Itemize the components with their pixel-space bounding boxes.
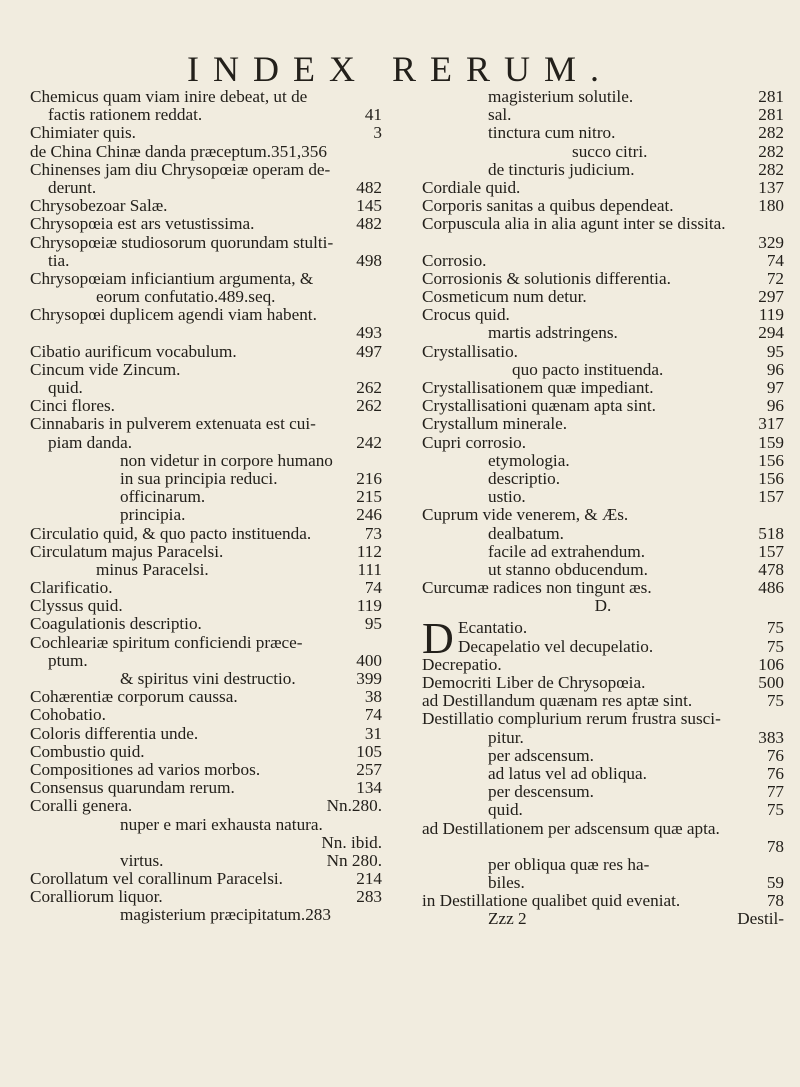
index-entry xyxy=(30,779,382,797)
index-entry-page: 3 xyxy=(373,123,382,143)
index-column-right xyxy=(422,88,784,929)
index-entry xyxy=(30,561,382,579)
index-entry-text: virtus. xyxy=(120,850,164,870)
index-entry-text: de tincturis judicium. xyxy=(488,159,635,179)
index-entry-page: 246 xyxy=(356,505,382,525)
index-entry-text: magisterium præcipitatum.283 xyxy=(120,905,331,925)
index-entry-text: Nn. ibid. xyxy=(321,832,382,852)
index-entry-text: officinarum. xyxy=(120,487,206,507)
index-entry-page: 41 xyxy=(364,105,382,125)
index-entry xyxy=(422,124,784,142)
index-entry-page: 214 xyxy=(356,869,382,889)
index-entry-text: pitur. xyxy=(488,727,524,747)
index-entry xyxy=(422,324,784,342)
index-entry-page: 75 xyxy=(766,691,784,711)
index-entry xyxy=(422,710,784,728)
index-entry-text: magisterium solutile. xyxy=(488,87,634,106)
index-entry xyxy=(30,434,382,452)
index-entry xyxy=(30,506,382,524)
index-entry xyxy=(30,379,382,397)
index-entry-text: etymologia. xyxy=(488,450,570,470)
index-entry-page: 486 xyxy=(758,578,784,598)
index-entry-text: factis rationem reddat. xyxy=(48,105,203,125)
index-entry-text: Cohærentiæ corporum caussa. xyxy=(30,687,238,707)
index-entry xyxy=(422,638,784,656)
index-entry-page: 97 xyxy=(766,378,784,397)
index-entry-page: 518 xyxy=(758,523,784,543)
index-entry-text: tia. xyxy=(48,250,70,270)
index-entry xyxy=(422,106,784,124)
index-entry-text: Crocus quid. xyxy=(422,305,510,325)
index-entry-text: Cordiale quid. xyxy=(422,177,521,197)
index-entry-page: 105 xyxy=(356,741,382,761)
index-entry xyxy=(422,674,784,692)
index-entry-text: per descensum. xyxy=(488,782,594,802)
index-entry-text: quid. xyxy=(488,800,523,820)
index-entry-page: 157 xyxy=(758,541,784,561)
index-entry-page: 95 xyxy=(766,341,784,361)
index-entry xyxy=(422,179,784,197)
index-entry xyxy=(30,288,382,306)
index-entry-text: in sua principia reduci. xyxy=(120,468,278,488)
index-entry-page: 297 xyxy=(758,287,784,307)
index-entry xyxy=(422,801,784,819)
index-entry xyxy=(30,124,382,142)
index-entry-page: 399 xyxy=(356,669,382,688)
index-entry-page: 78 xyxy=(766,891,784,911)
index-entry xyxy=(422,874,784,892)
index-entry-text: Chrysopœia est ars vetustissima. xyxy=(30,214,255,234)
index-entry-page: 498 xyxy=(356,250,382,270)
index-entry xyxy=(30,906,382,924)
index-entry-page: 119 xyxy=(758,305,784,325)
index-entry-page: Nn 280. xyxy=(326,850,382,870)
index-entry xyxy=(30,743,382,761)
index-entry-page: 500 xyxy=(758,673,784,692)
index-entry-text: per adscensum. xyxy=(488,745,594,765)
index-entry-page: 106 xyxy=(758,654,784,674)
index-entry-page: 262 xyxy=(356,396,382,416)
index-entry xyxy=(30,106,382,124)
index-entry-text: Zzz 2 xyxy=(488,909,527,929)
index-entry-page: 38 xyxy=(364,687,382,707)
index-entry-page: 157 xyxy=(758,487,784,507)
index-entry-text: Cochleariæ spiritum conficiendi præce- xyxy=(30,632,303,652)
index-entry-page: 262 xyxy=(356,378,382,397)
index-entry-text: ut stanno obducendum. xyxy=(488,559,648,579)
index-entry xyxy=(30,634,382,652)
index-entry xyxy=(30,597,382,615)
index-entry-text: Democriti Liber de Chrysopœia. xyxy=(422,673,646,692)
index-entry-text: ad latus vel ad obliqua. xyxy=(488,763,647,783)
index-entry-text: Corrosio. xyxy=(422,250,487,270)
index-entry-text: Decapelatio vel decupelatio. xyxy=(458,636,654,656)
index-column-left xyxy=(30,88,382,925)
index-entry xyxy=(30,797,382,815)
index-entry-text: Coralliorum liquor. xyxy=(30,887,163,907)
index-entry-page: 497 xyxy=(356,341,382,361)
index-entry-text: Coloris differentia unde. xyxy=(30,723,199,743)
index-entry-text: Ecantatio. xyxy=(458,618,528,638)
index-entry xyxy=(422,343,784,361)
index-entry-page: 283 xyxy=(356,887,382,907)
index-entry-page: 72 xyxy=(766,268,784,288)
index-entry xyxy=(30,234,382,252)
index-entry-page: 281 xyxy=(758,105,784,125)
index-entry-text: descriptio. xyxy=(488,468,561,488)
index-entry-text: Chrysopœiam inficiantium argumenta, & xyxy=(30,268,314,288)
index-entry xyxy=(422,747,784,765)
index-entry-text: principia. xyxy=(120,505,186,525)
index-entry xyxy=(30,725,382,743)
index-entry-page: 75 xyxy=(766,618,784,638)
index-entry-page: 159 xyxy=(758,432,784,452)
index-entry-page: 282 xyxy=(758,123,784,143)
index-entry xyxy=(422,161,784,179)
index-entry-text: Combustio quid. xyxy=(30,741,145,761)
index-entry-page: 76 xyxy=(766,745,784,765)
index-entry xyxy=(30,270,382,288)
index-entry-text: ustio. xyxy=(488,487,526,507)
index-entry-text: quo pacto instituenda. xyxy=(512,359,664,379)
index-entry-page: 31 xyxy=(364,723,382,743)
index-entry-text: Corporis sanitas a quibus dependeat. xyxy=(422,196,674,216)
index-entry-text: tinctura cum nitro. xyxy=(488,123,616,143)
index-entry xyxy=(422,729,784,747)
index-entry xyxy=(422,692,784,710)
index-entry xyxy=(422,579,784,597)
index-entry-page: 75 xyxy=(766,800,784,820)
index-entry-text: dealbatum. xyxy=(488,523,564,543)
index-entry-page: 134 xyxy=(356,778,382,798)
index-entry-text: Compositiones ad varios morbos. xyxy=(30,759,261,779)
index-entry-page: 78 xyxy=(766,836,784,856)
index-entry-text: in Destillatione qualibet quid eveniat. xyxy=(422,891,681,911)
index-entry-text: biles. xyxy=(488,873,525,893)
index-entry-page: 95 xyxy=(364,614,382,634)
index-entry xyxy=(422,765,784,783)
index-entry-text: Decrepatio. xyxy=(422,654,502,674)
index-entry xyxy=(30,525,382,543)
index-entry-text: Coagulationis descriptio. xyxy=(30,614,202,634)
drop-cap-letter: D xyxy=(422,614,454,664)
index-entry xyxy=(422,856,784,874)
index-entry-page: 137 xyxy=(758,177,784,197)
index-entry xyxy=(30,179,382,197)
index-entry xyxy=(422,470,784,488)
index-entry-text: Chrysopœi duplicem agendi viam habent. xyxy=(30,305,317,325)
index-entry-page: 96 xyxy=(766,396,784,416)
index-entry-text: facile ad extrahendum. xyxy=(488,541,645,561)
index-entry-text: & spiritus vini destructio. xyxy=(120,669,296,688)
index-entry-text: Cinci flores. xyxy=(30,396,115,416)
index-entry-text: eorum confutatio.489.seq. xyxy=(96,287,276,307)
index-entry xyxy=(422,838,784,856)
index-entry xyxy=(30,488,382,506)
index-entry-page: 329 xyxy=(758,232,784,252)
index-entry xyxy=(422,910,784,928)
index-entry xyxy=(30,361,382,379)
index-entry-text: Chemicus quam viam inire debeat, ut de xyxy=(30,87,308,106)
index-entry xyxy=(30,470,382,488)
index-entry xyxy=(30,252,382,270)
index-entry-text: Chrysopœiæ studiosorum quorundam stulti- xyxy=(30,232,334,252)
index-entry-page: 383 xyxy=(758,727,784,747)
index-entry-page: 77 xyxy=(766,782,784,802)
index-entry xyxy=(422,783,784,801)
index-entry-text: sal. xyxy=(488,105,512,125)
index-entry xyxy=(422,619,784,637)
index-entry xyxy=(30,579,382,597)
index-entry xyxy=(422,215,784,233)
index-entry xyxy=(422,892,784,910)
index-entry xyxy=(30,706,382,724)
index-entry xyxy=(422,820,784,838)
index-entry-text: quid. xyxy=(48,378,83,397)
index-entry xyxy=(30,615,382,633)
index-entry-text: Corrosionis & solutionis differentia. xyxy=(422,268,671,288)
index-entry xyxy=(422,197,784,215)
index-entry-text: piam danda. xyxy=(48,432,132,452)
index-entry-text: Curcumæ radices non tingunt æs. xyxy=(422,578,652,598)
index-entry xyxy=(422,88,784,106)
index-entry xyxy=(30,415,382,433)
index-entry-text: ad Destillationem per adscensum quæ apta. xyxy=(422,818,720,838)
index-entry xyxy=(422,506,784,524)
index-entry-page: 112 xyxy=(356,541,382,561)
index-entry-text: ad Destillandum quænam res aptæ sint. xyxy=(422,691,693,711)
index-entry-page: 282 xyxy=(758,159,784,179)
index-entry-text: Cinnabaris in pulverem extenuata est cui- xyxy=(30,414,316,434)
index-entry xyxy=(422,561,784,579)
index-entry-text: Crystallisationem quæ impediant. xyxy=(422,378,654,397)
index-entry-text: Clyssus quid. xyxy=(30,596,123,616)
index-entry-page: 111 xyxy=(357,559,382,579)
index-entry xyxy=(422,288,784,306)
index-entry xyxy=(30,834,382,852)
index-entry xyxy=(30,161,382,179)
index-entry-page: 156 xyxy=(758,450,784,470)
index-entry-page: 74 xyxy=(364,578,382,598)
index-entry xyxy=(30,870,382,888)
index-entry xyxy=(422,252,784,270)
index-entry xyxy=(30,88,382,106)
index-entry-page: 96 xyxy=(766,359,784,379)
index-entry-page: 478 xyxy=(758,559,784,579)
index-entry-page: 257 xyxy=(356,759,382,779)
index-entry xyxy=(30,143,382,161)
index-entry-page: 156 xyxy=(758,468,784,488)
index-entry-page: 74 xyxy=(364,705,382,725)
index-entry-text: non videtur in corpore humano xyxy=(120,450,333,470)
index-entry-text: Coralli genera. xyxy=(30,796,133,816)
index-entry-page: 281 xyxy=(758,87,784,106)
index-entry xyxy=(422,234,784,252)
index-entry-page: 242 xyxy=(356,432,382,452)
index-entry-page: Destil- xyxy=(737,909,784,929)
index-entry xyxy=(30,324,382,342)
index-entry-text: Corollatum vel corallinum Paracelsi. xyxy=(30,869,283,889)
index-entry xyxy=(30,688,382,706)
index-entry xyxy=(30,652,382,670)
index-entry-text: martis adstringens. xyxy=(488,323,618,343)
index-entry xyxy=(30,306,382,324)
index-entry xyxy=(422,361,784,379)
index-entry-text: Corpuscula alia in alia agunt inter se dissita. xyxy=(422,214,726,234)
index-entry-text: derunt. xyxy=(48,177,97,197)
index-entry-page: 180 xyxy=(758,196,784,216)
index-entry-text: succo citri. xyxy=(572,141,648,161)
index-entry-page: 145 xyxy=(356,196,382,216)
index-entry xyxy=(422,434,784,452)
index-entry-page: 400 xyxy=(356,650,382,670)
index-entry-text: Cibatio aurificum vocabulum. xyxy=(30,341,237,361)
index-entry xyxy=(422,379,784,397)
index-entry-text: ptum. xyxy=(48,650,88,670)
index-entry xyxy=(30,888,382,906)
index-entry xyxy=(422,397,784,415)
index-entry-text: Circulatio quid, & quo pacto instituenda. xyxy=(30,523,312,543)
index-entry-text: minus Paracelsi. xyxy=(96,559,209,579)
index-entry xyxy=(422,543,784,561)
index-entry xyxy=(30,816,382,834)
index-entry-text: Chinenses jam diu Chrysopœiæ operam de- xyxy=(30,159,331,179)
index-entry xyxy=(30,397,382,415)
index-entry-page: 215 xyxy=(356,487,382,507)
index-entry-text: Crystallisatio. xyxy=(422,341,518,361)
index-entry xyxy=(30,452,382,470)
index-entry-text: Consensus quarundam rerum. xyxy=(30,778,235,798)
index-entry-page: 76 xyxy=(766,763,784,783)
index-entry-page: 482 xyxy=(356,214,382,234)
index-entry xyxy=(30,761,382,779)
index-entry xyxy=(422,143,784,161)
index-entry-page: 493 xyxy=(356,323,382,343)
index-entry-text: Cohobatio. xyxy=(30,705,106,725)
index-entry xyxy=(30,343,382,361)
index-entry xyxy=(422,656,784,674)
index-entry-text: Cuprum vide venerem, & Æs. xyxy=(422,505,629,525)
index-entry-page: 59 xyxy=(766,873,784,893)
index-entry xyxy=(422,415,784,433)
index-entry-page: 73 xyxy=(364,523,382,543)
index-entry-text: Crystallum minerale. xyxy=(422,414,568,434)
index-entry xyxy=(422,306,784,324)
index-entry-text: per obliqua quæ res ha- xyxy=(488,854,650,874)
index-entry xyxy=(30,215,382,233)
index-entry-page: 294 xyxy=(758,323,784,343)
index-entry xyxy=(422,270,784,288)
index-entry-text: Circulatum majus Paracelsi. xyxy=(30,541,224,561)
index-entry-page: 74 xyxy=(766,250,784,270)
index-entry-text: Cupri corrosio. xyxy=(422,432,527,452)
index-entry-text: Crystallisationi quænam apta sint. xyxy=(422,396,656,416)
index-entry xyxy=(30,543,382,561)
index-entry-text: Cincum vide Zincum. xyxy=(30,359,181,379)
index-entry-page: Nn.280. xyxy=(326,796,382,816)
index-entry-page: 282 xyxy=(758,141,784,161)
index-entry-text: Destillatio complurium rerum frustra susci- xyxy=(422,709,721,729)
index-entry-page: 216 xyxy=(356,468,382,488)
index-entry-page: 119 xyxy=(356,596,382,616)
index-entry-page: 482 xyxy=(356,177,382,197)
index-entry-page: 317 xyxy=(758,414,784,434)
index-entry xyxy=(422,452,784,470)
index-entry-text: Chimiater quis. xyxy=(30,123,136,143)
index-entry xyxy=(422,488,784,506)
page-title: INDEX RERUM. xyxy=(187,49,613,89)
index-entry xyxy=(422,525,784,543)
section-letter: D. xyxy=(594,596,612,616)
index-entry-text: nuper e mari exhausta natura. xyxy=(120,814,323,834)
index-entry-text: Cosmeticum num detur. xyxy=(422,287,587,307)
index-entry-text: Clarificatio. xyxy=(30,578,113,598)
index-entry xyxy=(30,852,382,870)
index-entry xyxy=(30,197,382,215)
index-entry-page: 75 xyxy=(766,636,784,656)
index-entry-text: Chrysobezoar Salæ. xyxy=(30,196,168,216)
index-entry xyxy=(30,670,382,688)
index-entry-text: de China Chinæ danda præceptum.351,356 xyxy=(30,141,327,161)
